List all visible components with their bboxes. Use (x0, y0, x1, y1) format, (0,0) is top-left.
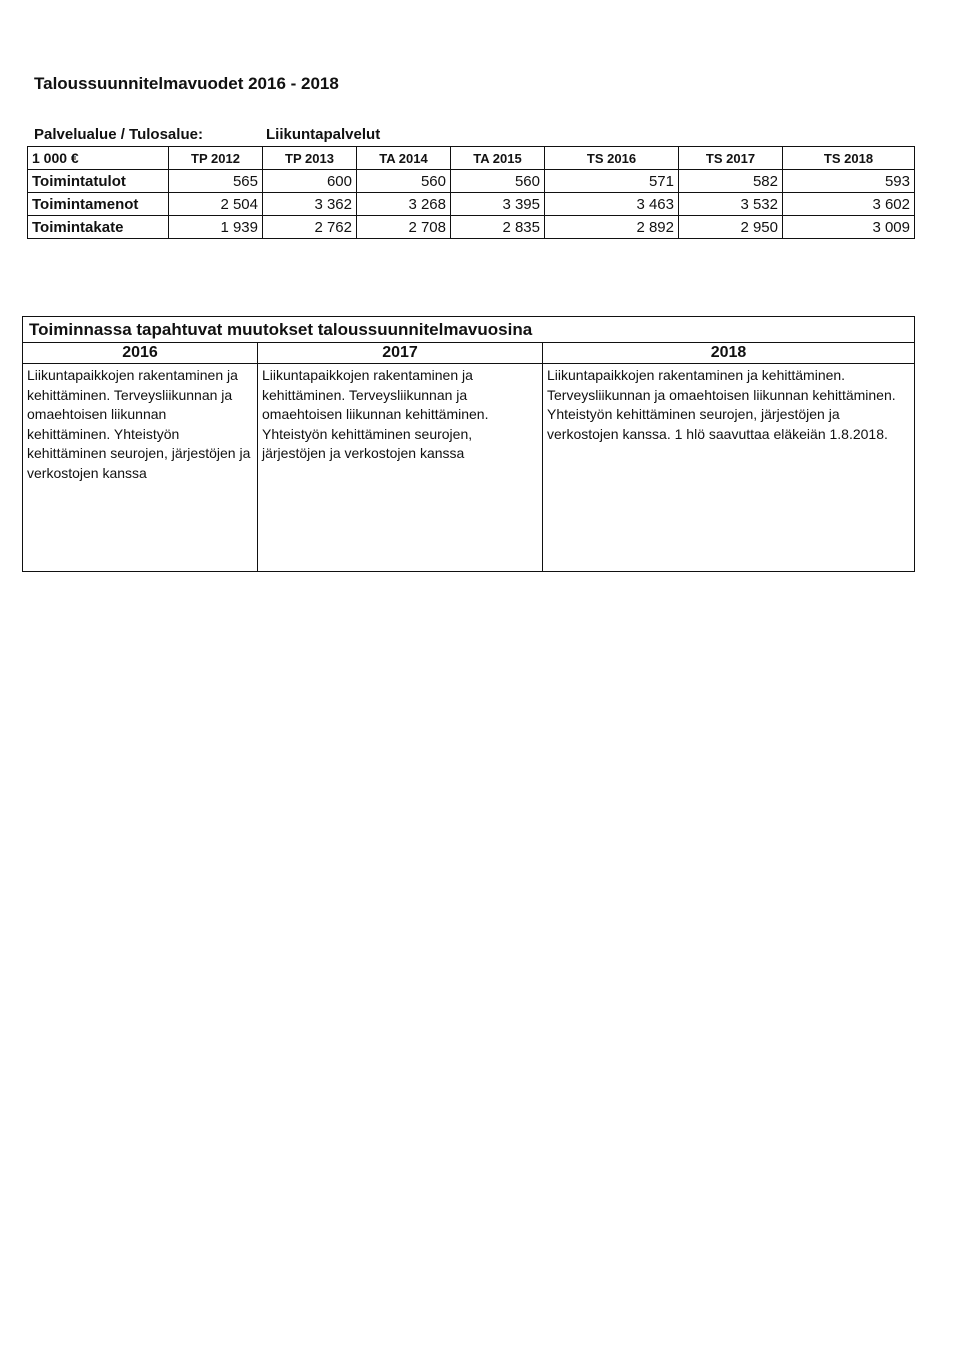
table-row (28, 193, 915, 216)
cell-value: 571 (545, 170, 679, 193)
document-title: Taloussuunnitelmavuodet 2016 - 2018 (34, 74, 339, 93)
cell-value: 582 (679, 170, 783, 193)
cell-value: 3 362 (263, 193, 357, 216)
header-unit: 1 000 € (28, 147, 169, 170)
budget-table (27, 146, 915, 239)
service-area-label: Palvelualue / Tulosalue: (34, 126, 203, 143)
column-year: 2016 (23, 343, 257, 364)
cell-value: 1 939 (169, 216, 263, 239)
cell-value: 2 835 (451, 216, 545, 239)
row-label: Toimintakate (28, 216, 169, 239)
header-ts2018: TS 2018 (783, 147, 915, 170)
column-text: Liikuntapaikkojen rakentaminen ja kehittäminen. Terveysliikunnan ja omaehtoisen liikunnan kehittäminen. Yhteistyön kehittäminen seurojen, järjestöjen ja verkostojen kanssa (27, 367, 251, 481)
service-area-value: Liikuntapalvelut (266, 126, 381, 143)
row-label: Toimintamenot (28, 193, 169, 216)
header-ta2014: TA 2014 (357, 147, 451, 170)
budget-table-header (28, 147, 915, 170)
cell-value: 2 892 (545, 216, 679, 239)
column-year: 2018 (543, 343, 914, 364)
cell-value: 565 (169, 170, 263, 193)
cell-value: 560 (357, 170, 451, 193)
changes-title: Toiminnassa tapahtuvat muutokset taloussuunnitelmavuosina (23, 317, 914, 343)
changes-section (22, 316, 915, 572)
cell-value: 2 762 (263, 216, 357, 239)
header-tp2012: TP 2012 (169, 147, 263, 170)
cell-value: 560 (451, 170, 545, 193)
column-text: Liikuntapaikkojen rakentaminen ja kehittäminen. Terveysliikunnan ja omaehtoisen liikunnan kehittäminen. Yhteistyön kehittäminen seurojen, järjestöjen ja verkostojen kanssa. 1 hlö saavuttaa eläkeiän 1.8.2018. (547, 367, 896, 442)
changes-column-2018 (543, 343, 914, 571)
cell-value: 3 268 (357, 193, 451, 216)
row-label: Toimintatulot (28, 170, 169, 193)
header-tp2013: TP 2013 (263, 147, 357, 170)
table-row (28, 170, 915, 193)
header-ts2016: TS 2016 (545, 147, 679, 170)
cell-value: 2 708 (357, 216, 451, 239)
cell-value: 3 463 (545, 193, 679, 216)
cell-value: 593 (783, 170, 915, 193)
cell-value: 3 532 (679, 193, 783, 216)
changes-columns (23, 343, 914, 571)
cell-value: 3 395 (451, 193, 545, 216)
column-year: 2017 (258, 343, 542, 364)
cell-value: 2 504 (169, 193, 263, 216)
cell-value: 600 (263, 170, 357, 193)
cell-value: 3 009 (783, 216, 915, 239)
cell-value: 3 602 (783, 193, 915, 216)
header-ts2017: TS 2017 (679, 147, 783, 170)
changes-column-2016 (23, 343, 258, 571)
table-row (28, 216, 915, 239)
cell-value: 2 950 (679, 216, 783, 239)
header-ta2015: TA 2015 (451, 147, 545, 170)
changes-column-2017 (258, 343, 543, 571)
column-text: Liikuntapaikkojen rakentaminen ja kehittäminen. Terveysliikunnan ja omaehtoisen liikunnan kehittäminen. Yhteistyön kehittäminen seurojen, järjestöjen ja verkostojen kanssa (262, 367, 489, 461)
